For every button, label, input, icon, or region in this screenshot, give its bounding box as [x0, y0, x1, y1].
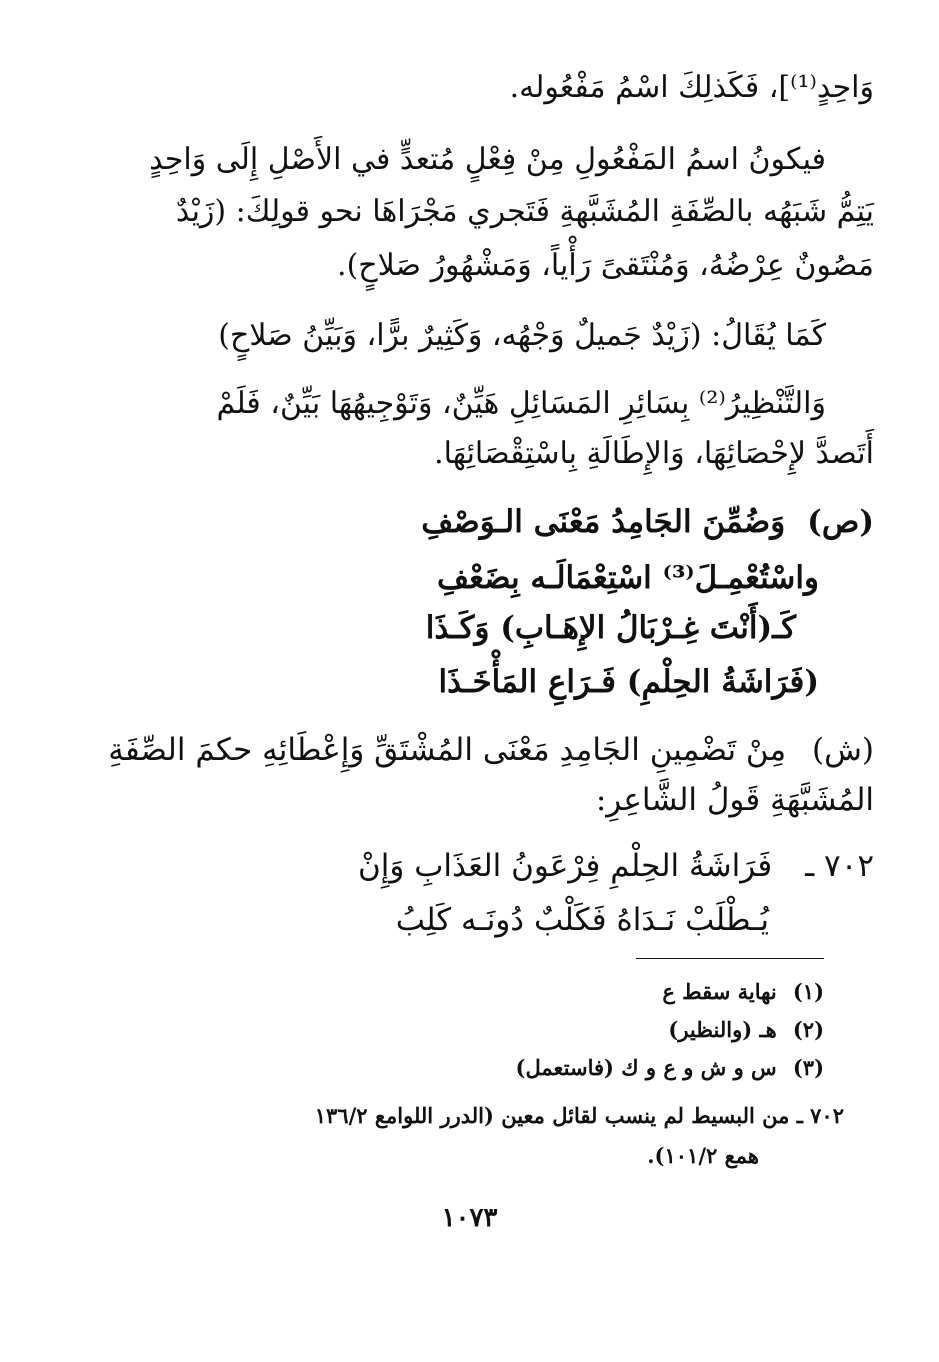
footnote-item — [60, 976, 824, 1008]
footnote-item — [60, 1052, 824, 1084]
page-number: ١٠٧٣ — [441, 1203, 498, 1233]
footnote-number: (١) — [792, 979, 824, 1004]
matn-line — [50, 500, 874, 544]
sharh-line-text: مِنْ تَضْمِينِ الجَامِدِ مَعْنَى المُشْتَقِّ وَإِعْطَائِهِ حكمَ الصِّفَةِ — [108, 732, 787, 768]
verse-line — [50, 844, 874, 888]
matn-line: (فَرَاشَةُ الحِلْمِ) فَـرَاعِ المَأْخَـذَا — [438, 664, 819, 700]
paragraph-line: فيكونُ اسمُ المَفْعُولِ مِنْ فِعْلٍ مُتعدٍّ في الأَصْلِ إِلَى وَاحِدٍ — [149, 142, 826, 177]
sharh-line — [50, 728, 874, 772]
verse-hemistich-1: فَرَاشَةُ الحِلْمِ فِرْعَونُ العَذَابِ وَإِنْ — [358, 848, 773, 884]
paragraph-line: كَمَا يُقَالُ: (زَيْدٌ جَميلٌ وَجْهُه، وَكَثِيرٌ برًّا، وَبَيِّنُ صَلاحٍ) — [218, 318, 826, 353]
paragraph-line: وَالتَّنْظِيرُ⁽²⁾ بِسَائِرِ المَسَائِلِ هَيِّنٌ، وَتَوْجِيهُهَا بَيِّنٌ، فَلَمْ — [216, 386, 826, 421]
footnote-number: (٣) — [792, 1055, 824, 1080]
footnote-text: هـ (والنظير) — [668, 1017, 777, 1042]
matn-tag: (ص) — [807, 504, 874, 540]
paragraph-line: وَاحِدٍ⁽¹⁾]، فَكَذلِكَ اسْمُ مَفْعُوله. — [509, 70, 874, 105]
verse-number: ٧٠٢ ـ — [805, 848, 874, 884]
footnote-text: نهاية سقط ع — [662, 979, 777, 1004]
sharh-tag: (ش) — [811, 732, 874, 768]
matn-line: كَـ(أَنْتَ غِـرْبَالُ الإِهَـابِ) وَكَـذَا — [425, 610, 796, 646]
verse-source-note: ٧٠٢ ـ من البسيط لم ينسب لقائل معين (الدرر اللوامع ١٣٦/٢ — [314, 1103, 844, 1128]
verse-source-note: همع ١٠١/٢). — [647, 1143, 759, 1168]
paragraph-line: يَتِمُّ شَبَهُه بالصِّفَةِ المُشَبَّهةِ فَتَجري مَجْرَاهَا نحو قولِكَ: (زَيْدٌ — [175, 194, 874, 229]
paragraph-line: مَصُونٌ عِرْضُهُ، وَمُنْتَقىً رَأْياً، وَمَشْهُورُ صَلاحٍ). — [337, 248, 874, 283]
verse-hemistich-2: يُـطْلَبْ نَـدَاهُ فَكَلْبٌ دُونَـه كَلِبُ — [395, 902, 769, 938]
footnote-text: س و ش و ع و ك (فاستعمل) — [515, 1055, 777, 1080]
footnote-number: (٢) — [792, 1017, 824, 1042]
matn-line-text: وَضُمِّنَ الجَامِدُ مَعْنَى الـوَصْفِ — [421, 504, 786, 540]
footnote-item — [60, 1014, 824, 1046]
footnote-separator — [636, 958, 824, 959]
paragraph-line: أَتَصدَّ لإِحْصَائِهَا، وَالإِطَالَةِ بِاسْتِقْصَائِهَا. — [434, 436, 874, 471]
matn-line: واسْتُعْمِـلَ⁽³⁾ اسْتِعْمَالَـه بِضَعْفِ — [437, 560, 819, 596]
sharh-line: المُشَبَّهَةِ قَولُ الشَّاعِرِ: — [595, 782, 874, 818]
